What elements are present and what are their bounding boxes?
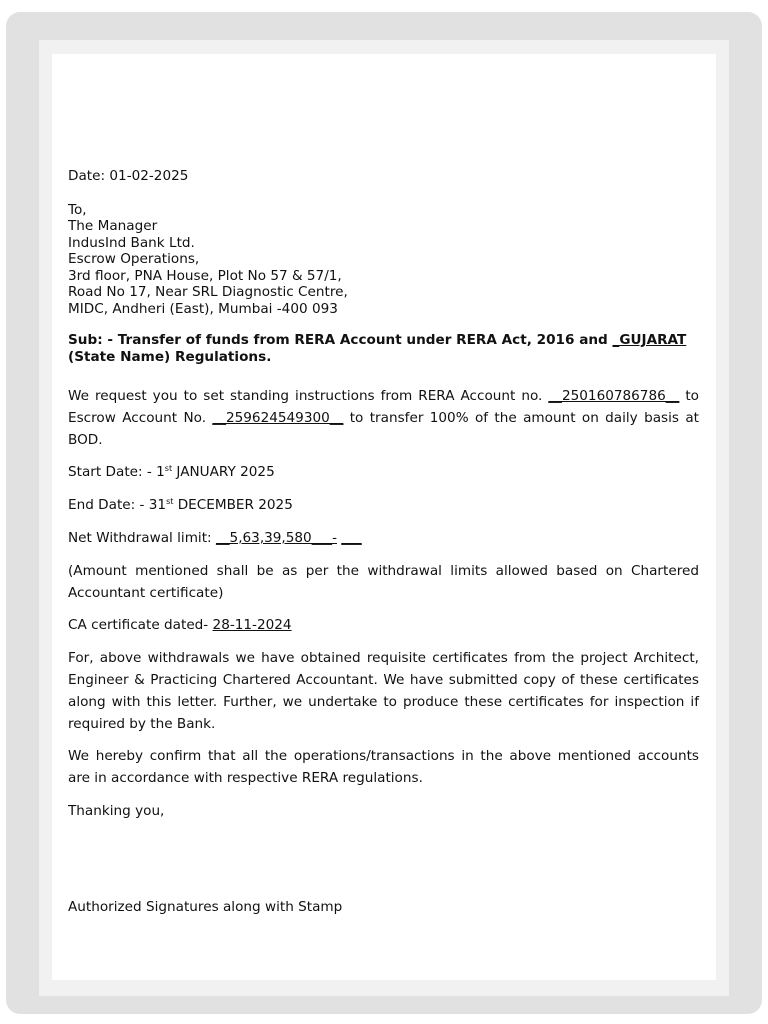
address-line: Escrow Operations,	[68, 251, 200, 267]
subject-suffix: (State Name) Regulations.	[68, 348, 272, 365]
instruction-paragraph	[68, 386, 699, 451]
ca-certificate-date: 28-11-2024	[212, 617, 292, 634]
letter-date: Date: 01-02-2025	[68, 168, 189, 184]
subject-state: _GUJARAT	[612, 332, 687, 348]
subject-prefix: Sub: - Transfer of funds from RERA Account under RERA Act, 2016 and	[68, 332, 613, 348]
address-line: To,	[68, 201, 87, 218]
address-line: IndusInd Bank Ltd.	[68, 234, 195, 251]
letter-body	[68, 168, 699, 915]
closing-thanks: Thanking you,	[68, 802, 165, 819]
address-line: MIDC, Andheri (East), Mumbai -400 093	[68, 300, 338, 317]
rera-account-number: __250160786786__	[548, 388, 680, 404]
end-date-ordinal: st	[166, 497, 174, 507]
end-date-prefix: End Date: - 31	[68, 497, 167, 514]
letter-subject	[68, 332, 699, 365]
address-line: Road No 17, Near SRL Diagnostic Centre,	[68, 284, 348, 300]
start-date-prefix: Start Date: - 1	[68, 464, 165, 481]
net-withdrawal-label: Net Withdrawal limit:	[68, 529, 216, 546]
ca-certificate-label: CA certificate dated-	[68, 617, 213, 634]
amount-note: (Amount mentioned shall be as per the withdrawal limits allowed based on Chartered Accountant certificate)	[68, 562, 699, 601]
confirmation-paragraph: We hereby confirm that all the operations/transactions in the above mentioned accounts are in accordance with respective RERA regulations.	[68, 748, 699, 787]
net-withdrawal-blank: ___	[341, 529, 362, 546]
ca-certificate	[68, 615, 699, 637]
address-line: 3rd floor, PNA House, Plot No 57 & 57/1,	[68, 267, 342, 284]
start-date	[68, 462, 699, 484]
instruction-text: to Escrow Account No.	[68, 388, 699, 426]
instruction-text: to transfer 100% of the amount on daily basis at BOD.	[68, 409, 699, 448]
instruction-text: We request you to set standing instructions from RERA Account no.	[68, 388, 549, 404]
recipient-address	[68, 202, 699, 318]
net-withdrawal-limit	[68, 528, 699, 550]
signature-line: Authorized Signatures along with Stamp	[68, 898, 343, 915]
net-withdrawal-amount: __5,63,39,580___-	[215, 529, 337, 546]
start-date-ordinal: st	[164, 464, 173, 474]
start-date-value: JANUARY 2025	[172, 464, 275, 481]
withdrawals-paragraph: For, above withdrawals we have obtained requisite certificates from the project Architect, Engineer & Practicing Chartered Accountant. We have submitted copy of these certificates along with this letter. Further, we undertake to produce these certificates for inspection if required by the Bank.	[68, 650, 699, 732]
address-line: The Manager	[68, 218, 158, 234]
end-date	[68, 495, 699, 517]
end-date-value: DECEMBER 2025	[173, 497, 293, 514]
escrow-account-number: __259624549300__	[212, 409, 344, 426]
